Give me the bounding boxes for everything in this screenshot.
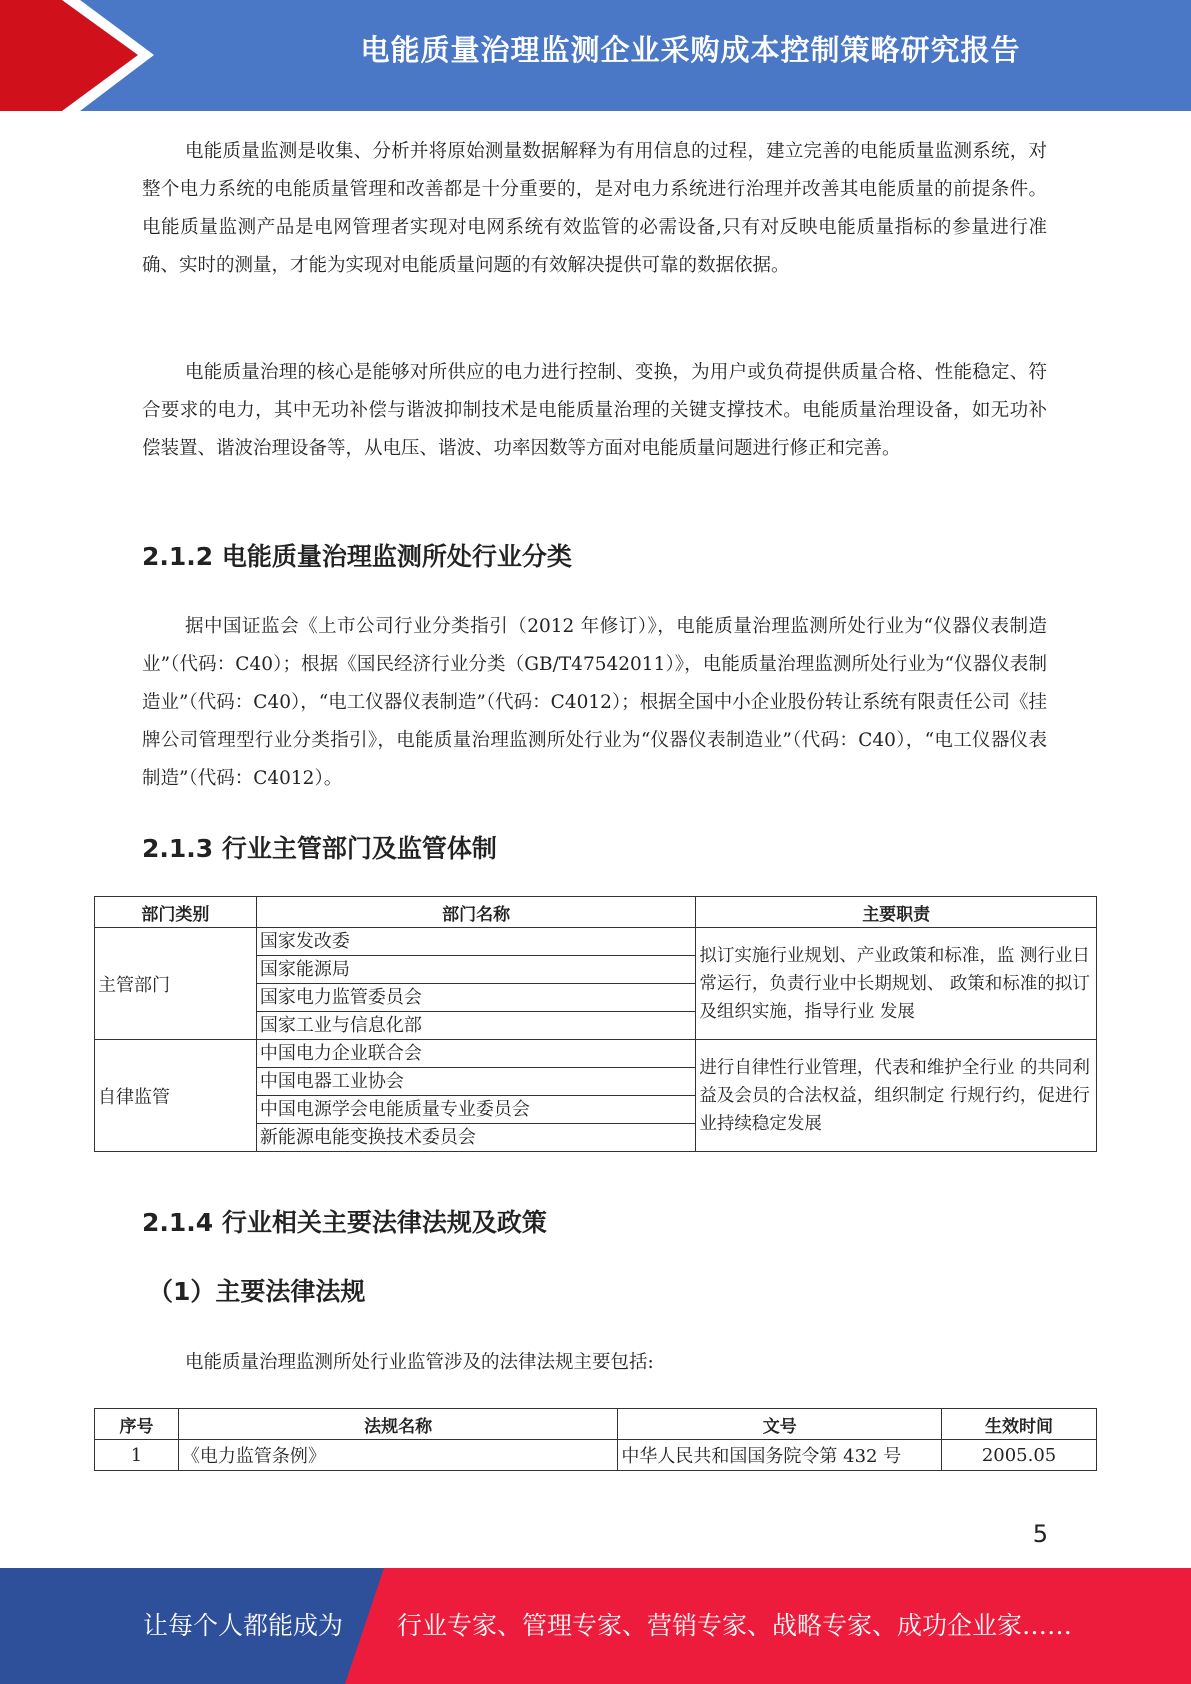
table-header-row bbox=[95, 1409, 1097, 1440]
column-header: 文号 bbox=[618, 1409, 942, 1440]
department-duty: 进行自律性行业管理，代表和维护全行业 的共同利益及会员的合法权益，组织制定 行规行约，促进行业持续稳定发展 bbox=[696, 1040, 1097, 1152]
paragraph-governance: 电能质量治理的核心是能够对所供应的电力进行控制、变换，为用户或负荷提供质量合格、性能稳定、符合要求的电力，其中无功补偿与谐波抑制技术是电能质量治理的关键支撑技术。电能质量治理设备，如无功补偿装置、谐波治理设备等，从电压、谐波、功率因数等方面对电能质量问题进行修正和完善。 bbox=[142, 362, 1047, 459]
department-category: 自律监管 bbox=[95, 1040, 257, 1152]
column-header: 部门类别 bbox=[95, 897, 257, 928]
page-footer bbox=[0, 1568, 1191, 1684]
department-name: 国家发改委 bbox=[256, 928, 696, 956]
column-header: 法规名称 bbox=[178, 1409, 618, 1440]
department-name: 中国电器工业协会 bbox=[256, 1068, 696, 1096]
column-header: 序号 bbox=[95, 1409, 179, 1440]
department-name: 国家能源局 bbox=[256, 956, 696, 984]
paragraph-monitoring: 电能质量监测是收集、分析并将原始测量数据解释为有用信息的过程，建立完善的电能质量监测系统，对整个电力系统的电能质量管理和改善都是十分重要的，是对电力系统进行治理并改善其电能质量的前提条件。电能质量监测产品是电网管理者实现对电网系统有效监管的必需设备,只有对反映电能质量指标的参量进行准确、实时的测量，才能为实现对电能质量问题的有效解决提供可靠的数据依据。 bbox=[142, 141, 1047, 276]
table-row bbox=[95, 1440, 1097, 1471]
column-header: 生效时间 bbox=[942, 1409, 1097, 1440]
table-header-row bbox=[95, 897, 1097, 928]
heading-2-1-2: 2.1.2 电能质量治理监测所处行业分类 bbox=[142, 542, 572, 571]
paragraph-laws-intro: 电能质量治理监测所处行业监管涉及的法律法规主要包括: bbox=[185, 1352, 654, 1373]
footer-slogan-left: 让每个人都能成为 bbox=[143, 1611, 344, 1640]
department-name: 中国电力企业联合会 bbox=[256, 1040, 696, 1068]
heading-laws: （1）主要法律法规 bbox=[148, 1277, 366, 1306]
law-effective-date: 2005.05 bbox=[942, 1440, 1097, 1471]
department-name: 国家工业与信息化部 bbox=[256, 1012, 696, 1040]
department-name: 国家电力监管委员会 bbox=[256, 984, 696, 1012]
law-document-number: 中华人民共和国国务院令第 432 号 bbox=[618, 1440, 942, 1471]
footer-slogan-right: 行业专家、管理专家、营销专家、战略专家、成功企业家…… bbox=[397, 1611, 1073, 1640]
table-row bbox=[95, 928, 1097, 956]
paragraph-industry-classification: 据中国证监会《上市公司行业分类指引（2012 年修订）》，电能质量治理监测所处行业为“仪器仪表制造业”（代码：C40）；根据《国民经济行业分类（GB/T47542011）》，电能质量治理监测所处行业为“仪器仪表制造业”（代码：C40），“电工仪器仪表制造”（代码：C4012）；根据全国中小企业股份转让系统有限责任公司《挂牌公司管理型行业分类指引》，电能质量治理监测所处行业为“仪器仪表制造业”（代码：C40），“电工仪器仪表制造”（代码：C4012）。 bbox=[142, 616, 1047, 789]
table-row bbox=[95, 1040, 1097, 1068]
department-duty: 拟订实施行业规划、产业政策和标准，监 测行业日常运行，负责行业中长期规划、 政策和标准的拟订及组织实施，指导行业 发展 bbox=[696, 928, 1097, 1040]
column-header: 主要职责 bbox=[696, 897, 1097, 928]
department-name: 中国电源学会电能质量专业委员会 bbox=[256, 1096, 696, 1124]
law-name: 《电力监管条例》 bbox=[178, 1440, 618, 1471]
page-header bbox=[0, 0, 1191, 111]
heading-2-1-3: 2.1.3 行业主管部门及监管体制 bbox=[142, 834, 497, 863]
column-header: 部门名称 bbox=[256, 897, 696, 928]
page-number: 5 bbox=[1032, 1520, 1048, 1548]
law-number: 1 bbox=[95, 1440, 179, 1471]
department-table bbox=[94, 896, 1097, 1152]
header-title: 电能质量治理监测企业采购成本控制策略研究报告 bbox=[360, 33, 1021, 67]
laws-table bbox=[94, 1408, 1097, 1471]
department-name: 新能源电能变换技术委员会 bbox=[256, 1124, 696, 1152]
heading-2-1-4: 2.1.4 行业相关主要法律法规及政策 bbox=[142, 1208, 547, 1237]
department-category: 主管部门 bbox=[95, 928, 257, 1040]
